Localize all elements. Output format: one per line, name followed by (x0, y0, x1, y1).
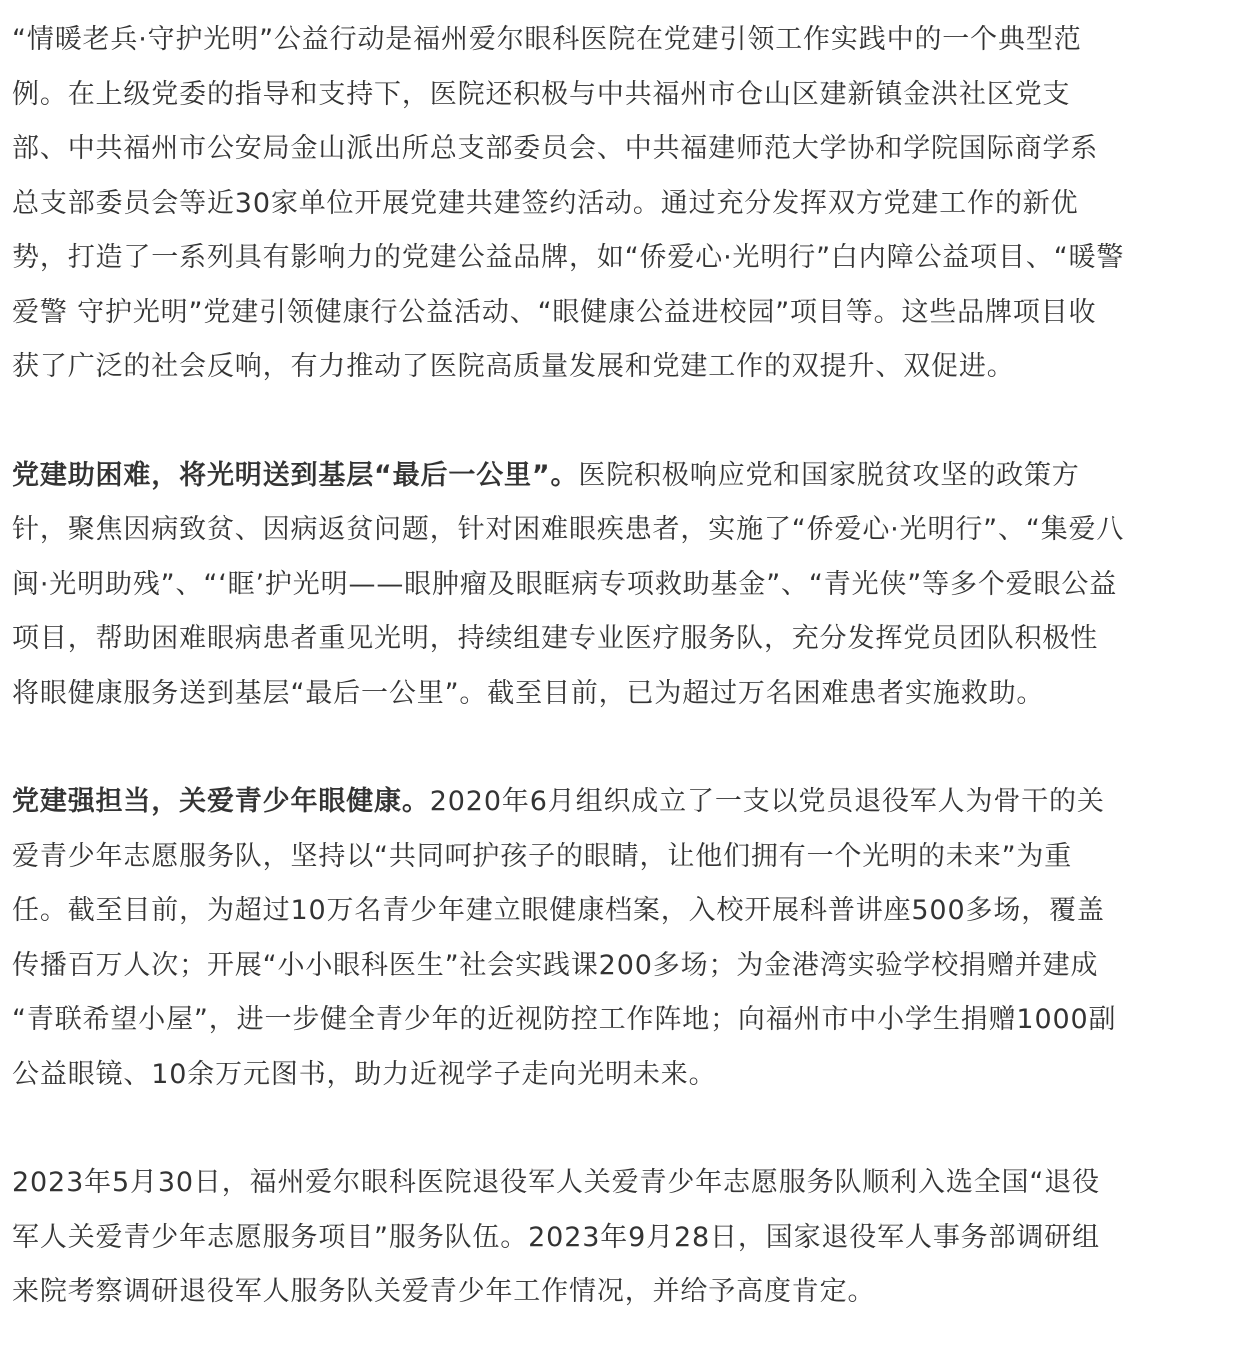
text-line (12, 449, 1243, 504)
text-line (12, 775, 1243, 830)
paragraph-poverty-relief (12, 449, 1243, 722)
paragraph-brand-projects (12, 13, 1243, 395)
text-line: 任。截至目前，为超过10万名青少年建立眼健康档案，入校开展科普讲座500多场，覆盖 (12, 895, 1105, 926)
text-line: 闽·光明助残”、“‘眶’护光明——眼肿瘤及眼眶病专项救助基金”、“青光侠”等多个爱眼公益 (12, 568, 1118, 600)
text-line: 公益眼镜、10余万元图书，助力近视学子走向光明未来。 (12, 1058, 717, 1090)
text-line: 势，打造了一系列具有影响力的党建公益品牌，如“侨爱心·光明行”白内障公益项目、“暖警 (12, 242, 1125, 273)
text-line: 获了广泛的社会反响，有力推动了医院高质量发展和党建工作的双提升、双促进。 (12, 351, 1015, 382)
text-line: 项目，帮助困难眼病患者重见光明，持续组建专业医疗服务队，充分发挥党员团队积极性 (12, 623, 1099, 654)
text-line: 来院考察调研退役军人服务队关爱青少年工作情况，并给予高度肯定。 (12, 1276, 876, 1307)
text-line: 爱青少年志愿服务队，坚持以“共同呵护孩子的眼睛，让他们拥有一个光明的未来”为重 (12, 840, 1073, 872)
text-line: “情暖老兵·守护光明”公益行动是福州爱尔眼科医院在党建引领工作实践中的一个典型范 (12, 24, 1082, 55)
text-line: 部、中共福州市公安局金山派出所总支部委员会、中共福建师范大学协和学院国际商学系 (12, 133, 1099, 164)
text-line: 军人关爱青少年志愿服务项目”服务队伍。2023年9月28日，国家退役军人事务部调研组 (12, 1221, 1100, 1253)
paragraph-youth-eye-health (12, 775, 1243, 1102)
text-line: 爱警 守护光明”党建引领健康行公益活动、“眼健康公益进校园”项目等。这些品牌项目收 (12, 296, 1097, 328)
text-line: 2023年5月30日，福州爱尔眼科医院退役军人关爱青少年志愿服务队顺利入选全国“退役 (12, 1167, 1100, 1198)
text-line: “青联希望小屋”，进一步健全青少年的近视防控工作阵地；向福州市中小学生捐赠1000副 (12, 1004, 1117, 1035)
paragraph-spacer (12, 1102, 1243, 1156)
text-segment: 2020年6月组织成立了一支以党员退役军人为骨干的关 (429, 786, 1105, 817)
paragraph-spacer (12, 721, 1243, 775)
paragraph-volunteer-recognition (12, 1156, 1243, 1320)
paragraph-spacer (12, 395, 1243, 449)
text-line: 例。在上级党委的指导和支持下，医院还积极与中共福州市仓山区建新镇金洪社区党支 (12, 78, 1071, 110)
paragraph-lead-heading: 党建强担当，关爱青少年眼健康。 (12, 786, 430, 817)
text-line: 传播百万人次；开展“小小眼科医生”社会实践课200多场；为金港湾实验学校捐赠并建成 (12, 949, 1099, 981)
paragraph-lead-heading: 党建助困难，将光明送到基层“最后一公里”。 (12, 459, 579, 491)
text-line: 针，聚焦因病致贫、因病返贫问题，针对困难眼疾患者，实施了“侨爱心·光明行”、“集爱八 (12, 514, 1125, 545)
text-segment: 医院积极响应党和国家脱贫攻坚的政策方 (578, 459, 1080, 491)
text-line: 将眼健康服务送到基层“最后一公里”。截至目前，已为超过万名困难患者实施救助。 (12, 677, 1045, 709)
text-line: 总支部委员会等近30家单位开展党建共建签约活动。通过充分发挥双方党建工作的新优 (12, 187, 1079, 219)
